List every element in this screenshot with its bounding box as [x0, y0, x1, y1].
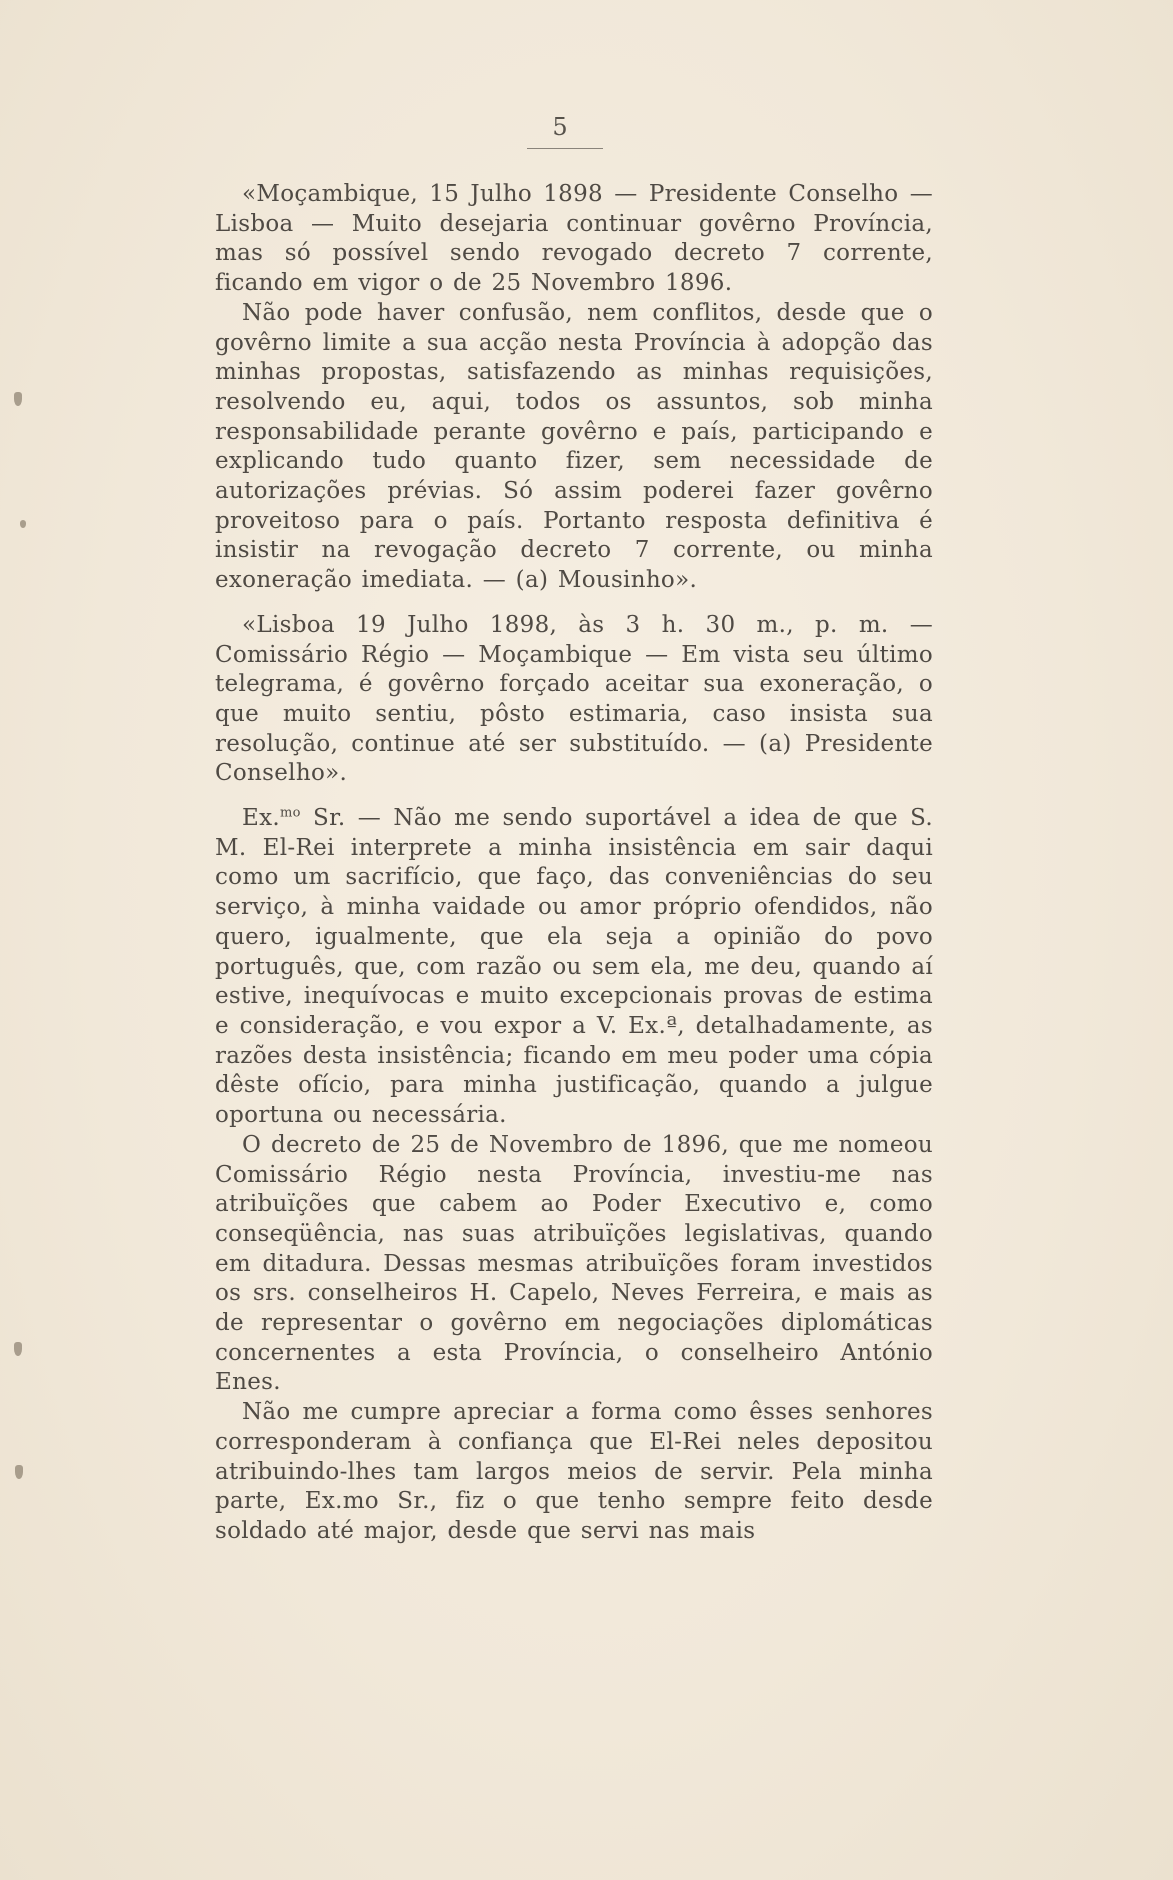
letter-paragraph: O decreto de 25 de Novembro de 1896, que me nomeou Comissário Régio nesta Província, investiu-me nas atribuïções que cabem ao Poder Executivo e, como conseqüência, nas suas atribuïções legislativas, quando em ditadura. Dessas mesmas atribuïções foram investidos os srs. conselheiros H. Capelo, Neves Ferreira, e mais as de representar o govêrno em negociações diplomáticas concernentes a esta Província, o conselheiro António Enes. — [215, 1131, 933, 1396]
telegram-paragraph: «Moçambique, 15 Julho 1898 — Presidente Conselho — Lisboa — Muito desejaria continuar govêrno Província, mas só possível sendo revogado decreto 7 corrente, ficando em vigor o de 25 Novembro 1896. — [215, 181, 933, 297]
margin-ink-mark — [20, 520, 26, 528]
margin-ink-mark — [14, 1342, 22, 1356]
letter-body-text: Sr. — Não me sendo suportável a idea de que S. M. El-Rei interprete a minha insistência em sair daqui como um sacrifício, que faço, das conveniências do seu serviço, à minha vaidade ou amor próprio ofendidos, não quero, igualmente, que ela seja a opinião do povo português, que, com razão ou sem ela, me deu, quando aí estive, inequívocas e muito excepcionais provas de estima e consideração, e vou expor a V. Ex.ª, detalhadamente, as razões desta insistência; ficando em meu poder uma cópia dêste ofício, para minha justificação, quando a julgue oportuna ou necessária. — [215, 805, 933, 1129]
telegram-paragraph: Não pode haver confusão, nem conflitos, desde que o govêrno limite a sua acção nesta Província à adopção das minhas propostas, satisfazendo as minhas requisições, resolvendo eu, aqui, todos os assuntos, sob minha responsabilidade perante govêrno e país, participando e explicando tudo quanto fizer, sem necessidade de autorizações prévias. Só assim poderei fazer govêrno proveitoso para o país. Portanto resposta definitiva é insistir na revogação decreto 7 corrente, ou minha exoneração imediata. — (a) Mousinho». — [215, 299, 933, 594]
telegram-reply-paragraph: «Lisboa 19 Julho 1898, às 3 h. 30 m., p. m. — Comissário Régio — Moçambique — Em vista seu último telegrama, é govêrno forçado aceitar sua exoneração, o que muito sentiu, pôsto estimaria, caso insista sua resolução, continue até ser substituído. — (a) Presidente Conselho». — [215, 611, 933, 787]
margin-ink-mark — [14, 392, 22, 406]
salutation: Ex. — [242, 805, 280, 832]
text-column — [215, 180, 933, 1547]
page-number: 5 — [552, 113, 568, 141]
paragraph-gap — [215, 596, 933, 611]
salutation-superscript: mo — [279, 805, 301, 821]
page-number-rule — [527, 148, 603, 149]
paragraph-gap — [215, 789, 933, 804]
letter-paragraph: Não me cumpre apreciar a forma como êsses senhores corresponderam à confiança que El-Rei neles depositou atribuindo-lhes tam largos meios de servir. Pela minha parte, Ex.mo Sr., fiz o que tenho sempre feito desde soldado até major, desde que servi nas mais — [215, 1399, 933, 1544]
margin-ink-mark — [15, 1465, 23, 1479]
letter-paragraph — [215, 804, 933, 1131]
